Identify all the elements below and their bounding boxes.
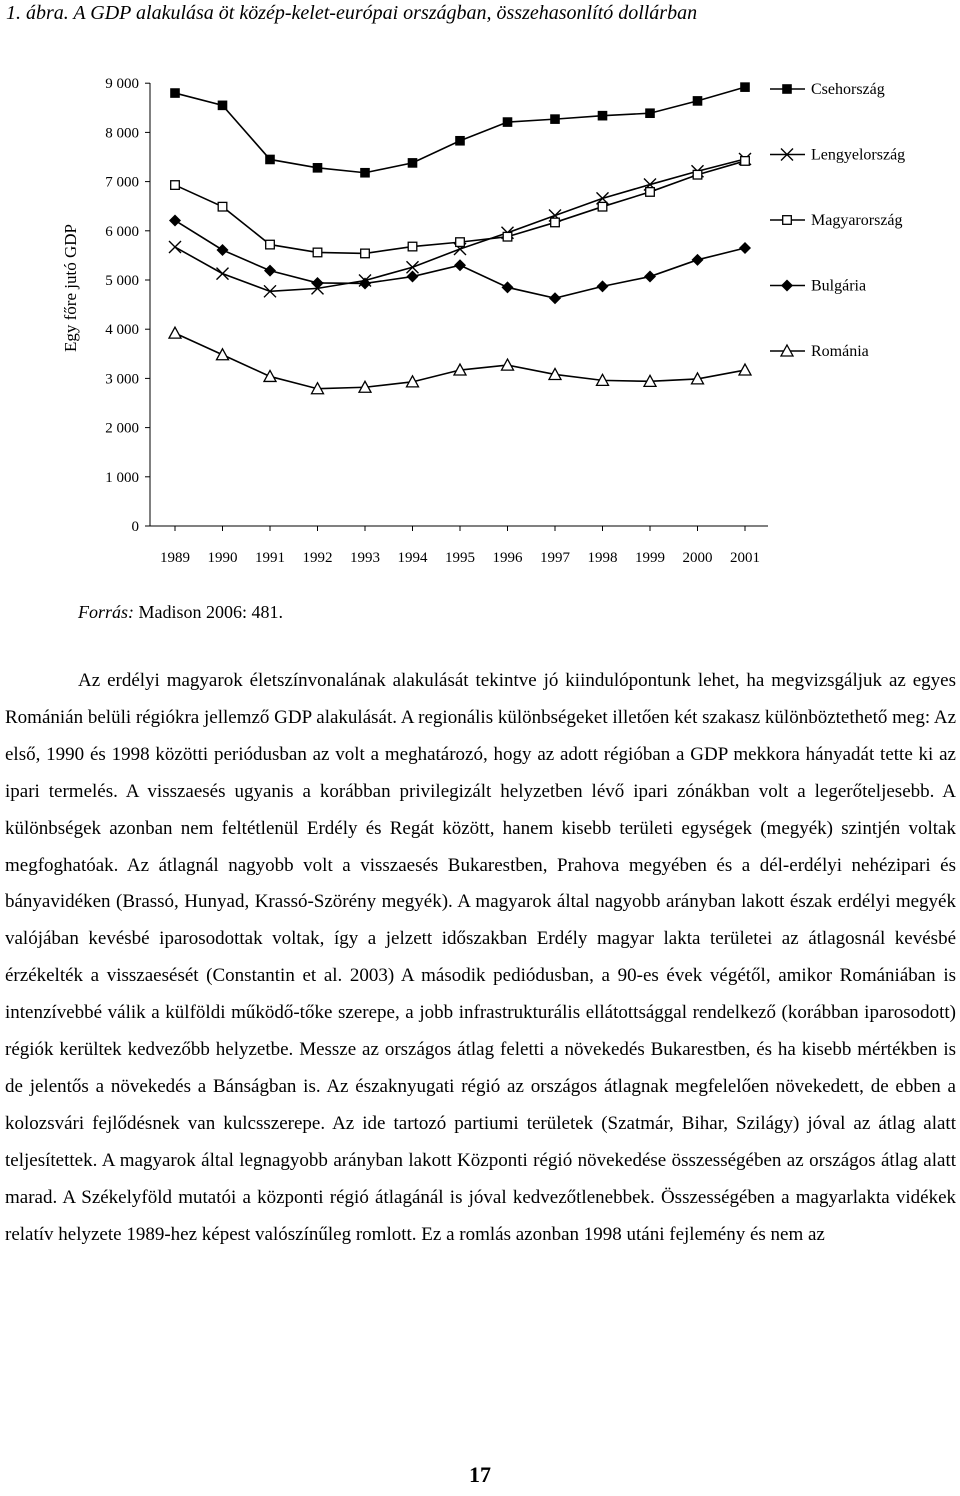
data-point	[503, 117, 513, 127]
y-axis-title	[61, 224, 80, 352]
x-tick-label: 1991	[255, 550, 285, 566]
data-point	[549, 292, 561, 304]
legend-label: Lengyelország	[811, 146, 906, 164]
series-group	[171, 157, 750, 258]
y-tick-label: 9 000	[105, 76, 139, 93]
data-point	[266, 240, 275, 249]
y-tick-label: 5 000	[105, 273, 139, 289]
legend-marker	[783, 216, 792, 225]
y-tick-label: 2 000	[105, 420, 139, 437]
data-point	[740, 82, 750, 92]
data-point	[265, 155, 275, 165]
x-tick-label: 1993	[350, 550, 380, 566]
data-point	[217, 349, 229, 360]
data-point	[169, 241, 181, 253]
data-point	[313, 163, 323, 173]
legend-item	[770, 147, 905, 164]
data-point	[645, 108, 655, 118]
series-line	[175, 159, 745, 291]
data-point	[169, 214, 181, 226]
legend-label: Magyarország	[811, 212, 903, 229]
data-point	[408, 158, 418, 168]
data-point	[644, 271, 656, 283]
data-point	[456, 238, 465, 247]
legend-label: Bulgária	[811, 277, 867, 295]
y-tick-label: 3 000	[105, 371, 139, 388]
data-point	[217, 244, 229, 256]
figure-caption: 1. ábra. A GDP alakulása öt közép-kelet-európai országban, összehasonlító dollárban	[6, 2, 698, 24]
source-label: Forrás:	[78, 602, 135, 622]
x-tick-label: 1996	[492, 550, 523, 566]
data-point	[597, 280, 609, 292]
legend-item	[770, 81, 885, 98]
legend-item	[770, 343, 869, 360]
y-axis-label: Egy főre jutó GDP	[61, 224, 80, 352]
x-axis-ticks	[160, 526, 760, 566]
y-tick-label: 0	[131, 519, 139, 535]
data-point	[551, 218, 560, 227]
y-tick-label: 6 000	[105, 223, 139, 240]
data-point	[646, 188, 655, 197]
x-tick-label: 1990	[207, 550, 238, 566]
data-point	[598, 202, 607, 211]
data-point	[739, 364, 751, 375]
data-point	[503, 232, 512, 241]
series-group	[169, 327, 751, 394]
x-tick-label: 1989	[160, 550, 190, 566]
x-tick-label: 1999	[635, 550, 665, 566]
data-point	[455, 136, 465, 146]
data-point	[217, 268, 229, 280]
data-point	[361, 249, 370, 258]
data-point	[218, 101, 228, 111]
data-point	[550, 114, 560, 124]
figure-source	[78, 602, 283, 623]
data-point	[218, 202, 227, 211]
series-line	[175, 87, 745, 173]
legend-marker	[782, 84, 792, 94]
legend-marker	[781, 280, 793, 292]
data-point	[169, 327, 181, 338]
data-point	[454, 259, 466, 271]
x-tick-label: 1994	[397, 550, 428, 566]
data-point	[360, 168, 370, 178]
data-point	[692, 254, 704, 266]
y-tick-label: 8 000	[105, 125, 139, 142]
legend-label: Románia	[811, 343, 869, 360]
series-group	[169, 214, 751, 304]
data-point	[693, 170, 702, 179]
legend-item	[770, 278, 866, 295]
x-tick-label: 2000	[682, 550, 713, 566]
y-tick-label: 4 000	[105, 322, 139, 339]
series-layer	[169, 82, 751, 393]
data-point	[739, 242, 751, 254]
data-point	[313, 248, 322, 257]
x-tick-label: 1995	[445, 550, 475, 566]
data-point	[408, 242, 417, 251]
data-point	[171, 181, 180, 190]
y-tick-label: 1 000	[105, 469, 139, 486]
body-paragraph: Az erdélyi magyarok életszínvonalának alakulását tekintve jó kiindulópontunk lehet, ha megvizsgáljuk az egyes Románián belüli régiókra jellemző GDP alakulását. A regionális különbségeket illetően két szakasz különböztethető meg: Az első, 1990 és 1998 közötti periódusban az volt a meghatározó, hogy az adott régióban a GDP mekkora hányadát tette ki az ipari termelés. A visszaesés ugyanis a korábban privilegizált helyzetben lévő ipari zónákban volt a legerőteljesebb. A különbségek azonban nem feltétlenül Erdély és Regát között, hanem kisebb területi egységek (megyék) szintjén voltak megfoghatóak. Az átlagnál nagyobb volt a visszaesés Bukarestben, Prahova megyében és a dél-erdélyi nehézipari és bányavidéken (Brassó, Hunyad, Krassó-Szörény megyék). A magyarok által nagyobb arányban lakott észak erdélyi megyék valójában kevésbé iparosodottak voltak, így a jelzett időszakban Erdély magyar lakta területei az átlagosnál kevésbé érzékelték a visszaesését (Constantin et al. 2003) A második pediódusban, a 90-es évek végétől, amikor Romániában is intenzívebbé válik a külföldi működő-tőke szerepe, a jobb infrastrukturális ellátottsággal rendelkező (korábban iparosodott) régiók kerültek kedvezőbb helyzetbe. Messze az országos átlag feletti a növekedés Bukarestben, és ha kisebb mértékben is de jelentős a növekedés a Bánságban is. Az északnyugati régió az országos átlagnak megfelelően növekedett, de ebben a kolozsvári fejlődésnek van kulcsszerepe. Az ide tartozó partiumi területek (Szatmár, Bihar, Szilágy) jóval az átlag alatt teljesítettek. A magyarok által legnagyobb arányban lakott Központi régió növekedése összességében az országos átlag alatt marad. A Székelyföld mutatói a központi régió átlagánál is jóval kedvezőtlenebbek. Összességében a magyarlakta vidékek relatív helyzete 1989-hez képest valószínűleg romlott. Ez a romlás azonban 1998 utáni fejlemény és nem az	[5, 670, 956, 1245]
series-line	[175, 333, 745, 389]
data-point	[264, 370, 276, 381]
body-text	[5, 663, 956, 1254]
x-tick-label: 1997	[540, 550, 570, 566]
x-tick-label: 1992	[302, 550, 333, 566]
series-group	[169, 153, 751, 297]
series-group	[170, 82, 750, 177]
data-point	[502, 281, 514, 293]
data-point	[598, 111, 608, 121]
legend-label: Csehország	[811, 81, 885, 98]
legend	[770, 81, 905, 360]
y-tick-label: 7 000	[105, 174, 139, 191]
legend-item	[770, 212, 903, 229]
data-point	[264, 265, 276, 277]
data-point	[693, 96, 703, 106]
data-point	[502, 359, 514, 370]
page-number: 17	[469, 1462, 491, 1487]
data-point	[170, 88, 180, 98]
data-point	[741, 157, 750, 166]
y-axis-ticks	[105, 76, 150, 535]
x-tick-label: 2001	[730, 550, 760, 566]
gdp-line-chart	[0, 60, 960, 580]
x-tick-label: 1998	[587, 550, 618, 566]
source-text: Madison 2006: 481.	[134, 602, 284, 622]
